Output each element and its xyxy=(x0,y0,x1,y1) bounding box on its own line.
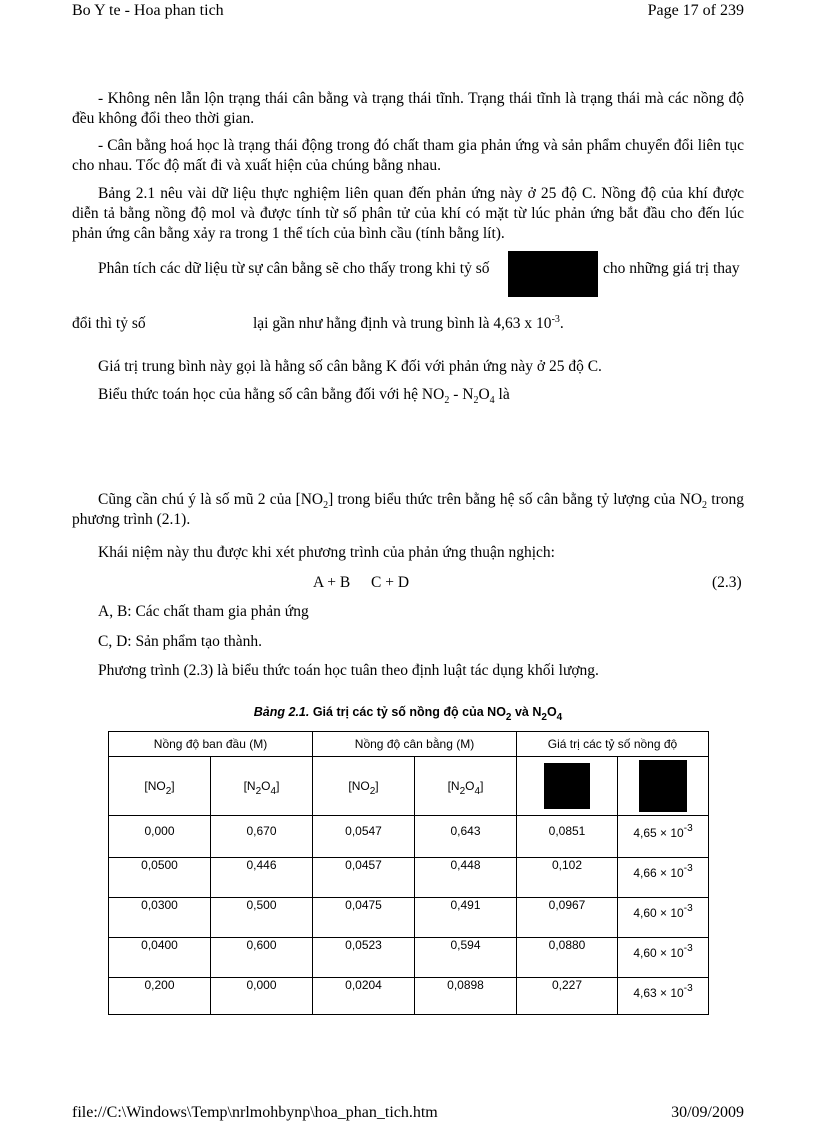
page-number: Page 17 of 239 xyxy=(647,2,744,19)
ratio-sentence-cont: đổi thì tỷ số xyxy=(72,315,146,332)
col-eq-n2o4: $[N_2O_4]$ xyxy=(415,757,517,816)
table-cell: 0,0204 xyxy=(313,978,415,1015)
col-initial-n2o4: $[N_2O_4]$ xyxy=(211,757,313,816)
paragraph-static-state: - Không nên lẫn lộn trạng thái cân bằng và trạng thái tĩnh. Trạng thái tĩnh là trạng thái mà các nồng độ đều không đổi theo thời gian. xyxy=(72,90,744,127)
table-row xyxy=(109,816,709,858)
col-eq-no2: $[NO_2]$ xyxy=(313,757,415,816)
header-ratio-values: Giá trị các tỷ số nồng độ xyxy=(517,732,709,757)
footer-file-path: file://C:\Windows\Temp\nrlmohbynp\hoa_phan_tich.htm xyxy=(72,1104,438,1121)
data-table xyxy=(108,731,709,1015)
table-cell: 0,491 xyxy=(415,898,517,938)
header-initial-concentration: Nồng độ ban đầu (M) xyxy=(109,732,313,757)
table-row xyxy=(109,978,709,1015)
equation-lhs: A + B xyxy=(313,574,351,591)
table-cell: 0,670 xyxy=(211,816,313,858)
paragraph-equilibrium-constant: Giá trị trung bình này gọi là hằng số cân bằng K đối với phản ứng này ở 25 độ C. xyxy=(98,358,602,375)
paragraph-table-intro: Bảng 2.1 nêu vài dữ liệu thực nghiệm liên quan đến phản ứng này ở 25 độ C. Nồng độ của khí được diễn tả bằng nồng độ mol và được tính từ số phân tử của khí có mặt từ lúc phản ứng bắt đầu cho đến lúc phản ứng cân bằng xảy ra trong 1 thể tích của bình cầu (tính bằng lít). xyxy=(72,185,744,242)
table-caption: Bảng 2.1. Giá trị các tỷ số nồng độ của $NO_2$ và $N_2O_4$ xyxy=(253,705,563,723)
equation-rhs: C + D xyxy=(371,574,410,591)
redacted-ratio-2 xyxy=(639,760,687,812)
table-cell: 0,0898 xyxy=(415,978,517,1015)
table-cell: 0,600 xyxy=(211,938,313,978)
col-ratio-2 xyxy=(618,757,709,816)
ratio-sentence-end: cho những giá trị thay xyxy=(603,260,740,277)
table-cell: 0,0967 xyxy=(517,898,618,938)
table-cell: 0,0523 xyxy=(313,938,415,978)
table-row xyxy=(109,858,709,898)
table-cell: 0,227 xyxy=(517,978,618,1015)
header-equilibrium-concentration: Nồng độ cân bằng (M) xyxy=(313,732,517,757)
legend-products: C, D: Sản phẩm tạo thành. xyxy=(98,633,263,650)
table-cell: 0,448 xyxy=(415,858,517,898)
paragraph-reversible: Khái niệm này thu được khi xét phương trình của phản ứng thuận nghịch: xyxy=(98,544,555,561)
table-cell: 0,0851 xyxy=(517,816,618,858)
paragraph-dynamic-equilibrium: - Cân bằng hoá học là trạng thái động trong đó chất tham gia phản ứng và sản phẩm chuyển đổi liên tục cho nhau. Tốc độ mất đi và xuất hiện của chúng bằng nhau. xyxy=(72,137,744,174)
table-cell: 0,446 xyxy=(211,858,313,898)
table-cell: 0,0880 xyxy=(517,938,618,978)
redacted-ratio-1 xyxy=(544,763,590,809)
paragraph-exponent-note: Cũng cần chú ý là số mũ 2 của $[NO_2]$ trong biểu thức trên bằng hệ số cân bằng tỷ lượng của $NO_2$ trong phương trình (2.1). xyxy=(72,491,745,528)
table-cell: 0,0500 xyxy=(109,858,211,898)
table-cell: 0,000 xyxy=(109,816,211,858)
col-ratio-1 xyxy=(517,757,618,816)
paragraph-expression-intro: Biểu thức toán học của hằng số cân bằng đối với hệ $NO_2 - N_2O_4$ là xyxy=(98,386,510,406)
col-initial-no2: $[NO_2]$ xyxy=(109,757,211,816)
header-title: Bo Y te - Hoa phan tich xyxy=(72,2,224,19)
table-cell: 0,0400 xyxy=(109,938,211,978)
table-cell: 0,0547 xyxy=(313,816,415,858)
footer-date: 30/09/2009 xyxy=(671,1104,744,1121)
table-cell: $4,60 \times 10^{-3}$ xyxy=(618,898,709,938)
table-cell: $4,60 \times 10^{-3}$ xyxy=(618,938,709,978)
redacted-formula xyxy=(508,251,598,297)
legend-reactants: A, B: Các chất tham gia phản ứng xyxy=(98,603,309,620)
table-cell: 0,102 xyxy=(517,858,618,898)
table-cell: $4,63 \times 10^{-3}$ xyxy=(618,978,709,1015)
table-cell: 0,0475 xyxy=(313,898,415,938)
ratio-sentence-start: Phân tích các dữ liệu từ sự cân bằng sẽ cho thấy trong khi tỷ số xyxy=(98,260,490,277)
table-cell: 0,500 xyxy=(211,898,313,938)
table-cell: 0,594 xyxy=(415,938,517,978)
table-cell: 0,643 xyxy=(415,816,517,858)
table-cell: $4,65 \times 10^{-3}$ xyxy=(618,816,709,858)
table-cell: 0,200 xyxy=(109,978,211,1015)
table-cell: $4,66 \times 10^{-3}$ xyxy=(618,858,709,898)
ratio-constant-text: lại gần như hằng định và trung bình là 4,63 x $10^{-3}$. xyxy=(253,314,564,332)
table-cell: 0,000 xyxy=(211,978,313,1015)
paragraph-mass-action: Phương trình (2.3) là biểu thức toán học tuân theo định luật tác dụng khối lượng. xyxy=(98,662,599,679)
table-row xyxy=(109,938,709,978)
table-row xyxy=(109,898,709,938)
table-cell: 0,0457 xyxy=(313,858,415,898)
table-cell: 0,0300 xyxy=(109,898,211,938)
equation-number: (2.3) xyxy=(712,574,742,591)
